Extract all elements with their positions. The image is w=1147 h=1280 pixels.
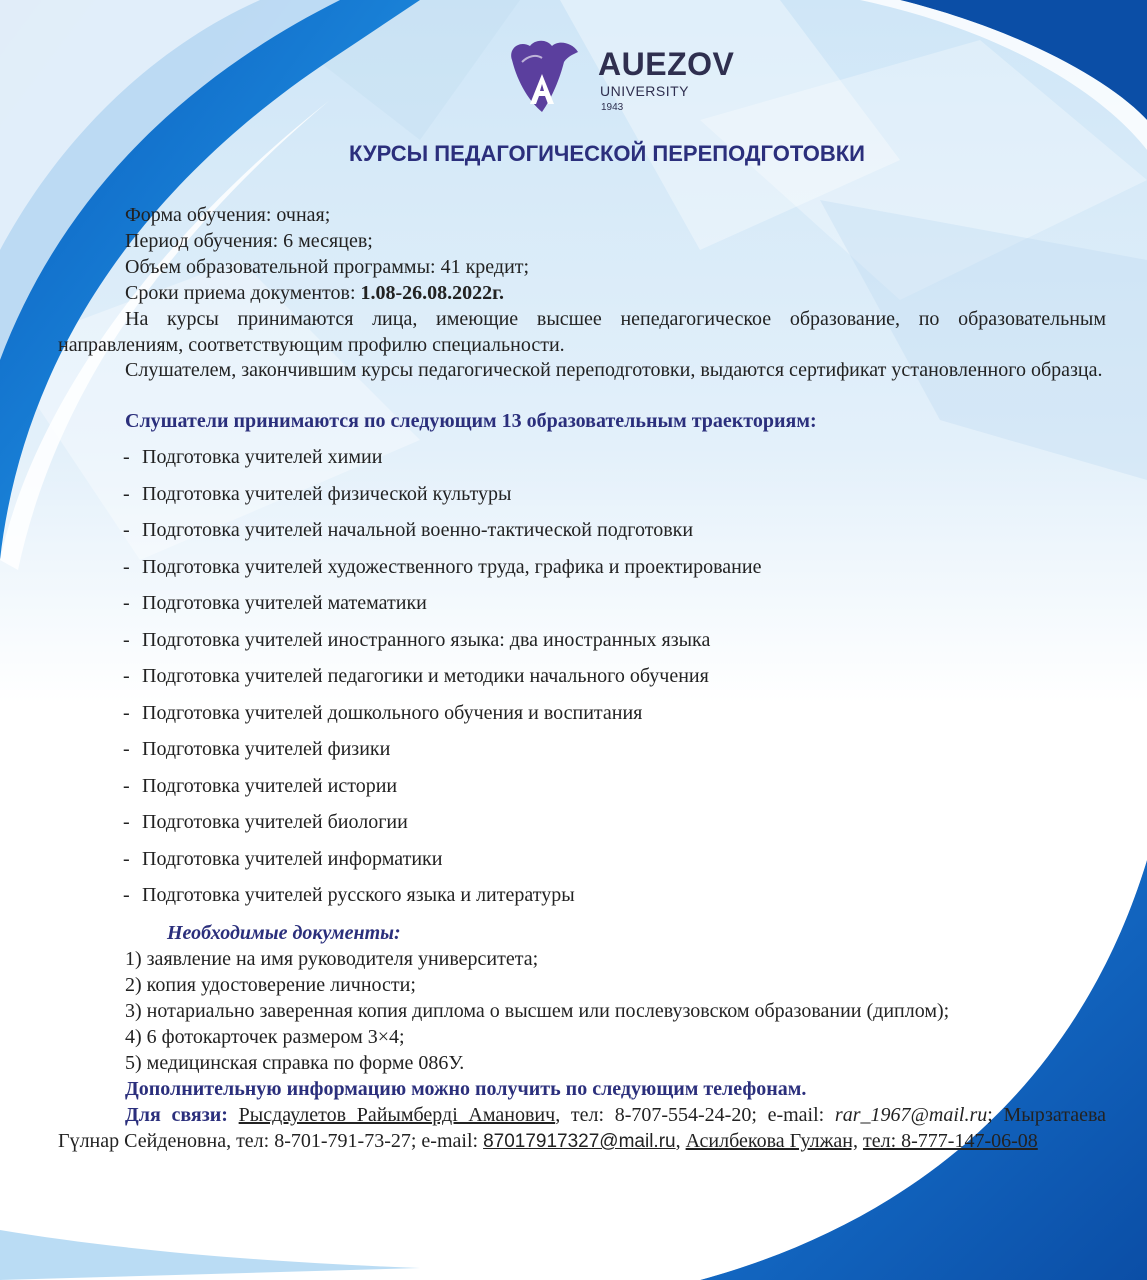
list-item xyxy=(123,809,761,846)
tracks-heading: Слушатели принимаются по следующим 13 образовательным траекториям: xyxy=(125,410,817,432)
logo-name: AUEZOV xyxy=(598,46,735,82)
document-item xyxy=(58,998,1106,1024)
track-label: Подготовка учителей русского языка и литературы xyxy=(142,884,575,906)
tracks-list xyxy=(123,444,761,919)
email-2-link[interactable]: 87017917327@mail.ru xyxy=(483,1131,676,1152)
extra-info-line xyxy=(58,1076,1106,1102)
list-dash: - xyxy=(123,446,130,468)
period-line xyxy=(58,228,1106,254)
list-dash: - xyxy=(123,592,130,614)
track-label: Подготовка учителей педагогики и методики начального обучения xyxy=(142,665,709,687)
page-title: КУРСЫ ПЕДАГОГИЧЕСКОЙ ПЕРЕПОДГОТОВКИ xyxy=(348,141,865,166)
admission-paragraph: На курсы принимаются лица, имеющие высшее непедагогическое образование, по образовательным направлениям, соответствующим профилю специальности. xyxy=(58,308,1106,356)
list-dash: - xyxy=(123,847,130,870)
track-label: Подготовка учителей истории xyxy=(142,774,398,797)
list-item xyxy=(123,590,761,627)
document-text: 3) нотариально заверенная копия диплома о высшем или послевузовском образовании (диплом); xyxy=(125,1000,950,1022)
list-dash: - xyxy=(123,811,130,833)
track-label: Подготовка учителей информатики xyxy=(142,847,443,870)
track-label: Подготовка учителей химии xyxy=(142,446,383,468)
document-item xyxy=(58,946,1106,972)
list-dash: - xyxy=(123,738,130,760)
list-item xyxy=(123,773,761,810)
list-dash: - xyxy=(123,555,130,578)
track-label: Подготовка учителей физической культуры xyxy=(142,482,512,505)
extra-info: Дополнительную информацию можно получить по следующим телефонам. xyxy=(125,1078,807,1100)
list-dash: - xyxy=(123,701,130,724)
contact-person-1: Рысдаулетов Райымберді Аманович xyxy=(238,1104,556,1126)
list-dash: - xyxy=(123,482,130,505)
logo-year: 1943 xyxy=(601,102,624,113)
documents-heading-line xyxy=(58,920,1106,946)
list-item xyxy=(123,444,761,481)
list-dash: - xyxy=(123,884,130,906)
contact-person-1-details: , тел: 8-707-554-24-20; e-mail: xyxy=(555,1104,835,1126)
volume-text: Объем образовательной программы: 41 кредит; xyxy=(125,256,530,278)
contact-person-3: Асилбекова Гулжан, xyxy=(685,1130,858,1152)
document-text: 1) заявление на имя руководителя университета; xyxy=(125,948,539,970)
contacts-paragraph xyxy=(58,1102,1106,1155)
list-item xyxy=(123,736,761,773)
contacts-label: Для связи: xyxy=(125,1104,228,1126)
document-text: 2) копия удостоверение личности; xyxy=(125,974,416,996)
tracks-heading-line xyxy=(58,408,1106,434)
list-item xyxy=(123,554,761,591)
list-item xyxy=(123,663,761,700)
list-dash: - xyxy=(123,519,130,541)
certificate-paragraph: Слушателем, закончившим курсы педагогической переподготовки, выдаются сертификат установленного образца. xyxy=(125,359,1103,381)
university-logo xyxy=(502,38,742,118)
documents-heading: Необходимые документы: xyxy=(167,922,401,944)
deadline-value: 1.08-26.08.2022г. xyxy=(360,282,504,304)
track-label: Подготовка учителей биологии xyxy=(142,811,408,833)
list-dash: - xyxy=(123,628,130,651)
track-label: Подготовка учителей физики xyxy=(142,738,391,760)
logo-subtitle: UNIVERSITY xyxy=(600,83,690,99)
contact-person-2: Мырзатаева Гүлнар Сейденовна, тел: 8-701-791-73-27; e-mail: xyxy=(58,1104,1107,1152)
list-dash: - xyxy=(123,774,130,797)
track-label: Подготовка учителей дошкольного обучения и воспитания xyxy=(142,701,643,724)
deadline-line xyxy=(58,280,1106,306)
list-item xyxy=(123,481,761,518)
document-item xyxy=(58,1024,1106,1050)
contact-separator: , xyxy=(675,1130,686,1152)
logo-mark-icon xyxy=(502,38,582,118)
track-label: Подготовка учителей математики xyxy=(142,592,427,614)
document-item xyxy=(58,1050,1106,1076)
volume-line xyxy=(58,254,1106,280)
list-item xyxy=(123,627,761,664)
track-label: Подготовка учителей художественного труда, графика и проектирование xyxy=(142,555,762,578)
document-text: 4) 6 фотокарточек размером 3×4; xyxy=(125,1026,405,1048)
list-item xyxy=(123,846,761,883)
deadline-label: Сроки приема документов: xyxy=(125,282,361,304)
track-label: Подготовка учителей начальной военно-тактической подготовки xyxy=(142,519,694,541)
list-dash: - xyxy=(123,665,130,687)
period-text: Период обучения: 6 месяцев; xyxy=(125,230,373,252)
form-text: Форма обучения: очная; xyxy=(125,204,331,226)
contact-phone-3: тел: 8-777-147-06-08 xyxy=(862,1130,1038,1152)
form-line xyxy=(58,202,1106,228)
logo-mark-letter: A xyxy=(541,102,543,103)
list-item xyxy=(123,517,761,554)
document-text: 5) медицинская справка по форме 086У. xyxy=(125,1052,465,1074)
list-item xyxy=(123,882,761,919)
email-1[interactable]: rar_1967@mail.ru xyxy=(834,1104,988,1126)
list-item xyxy=(123,700,761,737)
track-label: Подготовка учителей иностранного языка: два иностранных языка xyxy=(142,628,711,651)
document-item xyxy=(58,972,1106,998)
contact-separator: ; xyxy=(987,1104,993,1126)
